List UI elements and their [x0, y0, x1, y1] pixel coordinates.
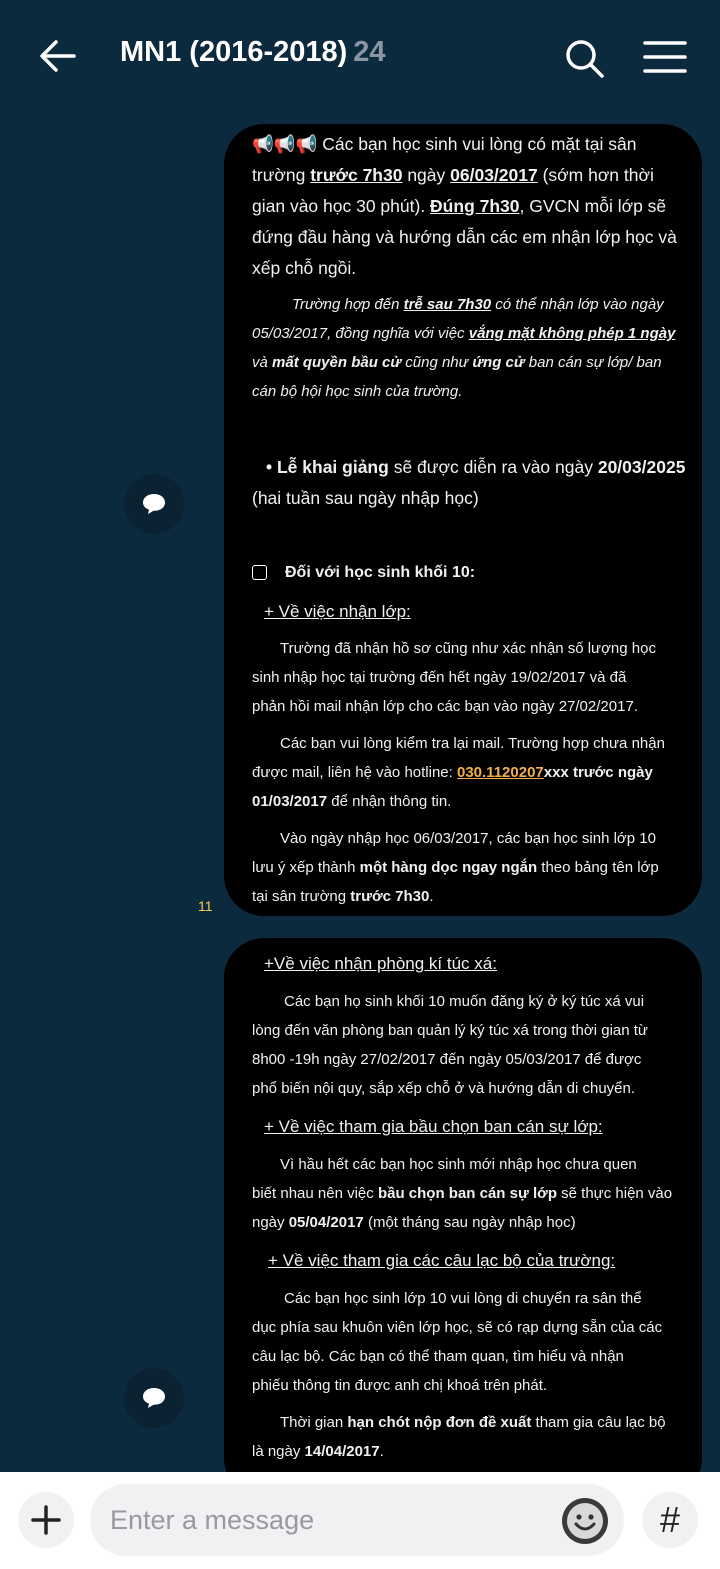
message-line: Thời gian hạn chót nộp đơn đề xuất tham gia câu lạc bộ — [280, 1414, 666, 1431]
message-line: Các bạn học sinh lớp 10 vui lòng di chuyển ra sân thể — [284, 1290, 642, 1307]
comment-button[interactable] — [124, 1368, 184, 1428]
message-line: trường trước 7h30 ngày 06/03/2017 (sớm hơn thời — [252, 165, 654, 185]
message-line: + Về việc nhận lớp: — [264, 602, 411, 621]
message-input[interactable] — [90, 1484, 624, 1556]
message-line: 📢📢📢 Các bạn học sinh vui lòng có mặt tại sân — [252, 134, 637, 154]
message-line: Các bạn họ sinh khối 10 muốn đăng ký ở ký túc xá vui — [284, 993, 645, 1010]
message-line: + Về việc tham gia bầu chọn ban cán sự lớp: — [264, 1117, 603, 1136]
message-line: dục phía sau khuôn viên lớp học, sẽ có rạp dựng sẵn của các — [252, 1319, 663, 1336]
message-bubble[interactable] — [224, 938, 702, 1498]
message-placeholder: Enter a message — [110, 1505, 315, 1535]
message-line: gian vào học 30 phút). Đúng 7h30, GVCN mỗi lớp sẽ — [252, 196, 667, 216]
attach-button[interactable] — [18, 1492, 74, 1548]
message-line: đứng đầu hàng và hướng dẫn các em nhận lớp học và — [252, 227, 677, 247]
message-line: phổ biến nội quy, sắp xếp chỗ ở và hướng dẫn di chuyển. — [252, 1080, 636, 1097]
message-bubble[interactable] — [224, 124, 702, 916]
message-line: 01/03/2017 để nhận thông tin. — [252, 793, 452, 810]
message-line: và mất quyền bầu cử cũng như ứng cử ban cán sự lớp/ ban — [252, 354, 662, 371]
group-name: MN1 (2016-2018) — [120, 36, 348, 68]
plus-icon — [18, 1492, 74, 1548]
back-button[interactable] — [36, 34, 80, 78]
message-line: lòng đến văn phòng ban quản lý ký túc xá trong thời gian từ — [252, 1022, 648, 1039]
emoji-button[interactable] — [562, 1498, 608, 1544]
read-count: 11 — [198, 898, 213, 914]
message-line: câu lạc bộ. Các bạn có thể tham quan, tìm hiểu và nhận — [252, 1348, 624, 1365]
search-icon — [562, 36, 606, 80]
message-line: sinh nhập học tại trường đến hết ngày 19/02/2017 và đã — [252, 669, 627, 686]
hotline-link[interactable]: 030.1120207 — [456, 764, 544, 781]
message-line: Các bạn vui lòng kiểm tra lại mail. Trường hợp chưa nhận — [280, 735, 665, 752]
message-line: Vào ngày nhập học 06/03/2017, các bạn học sinh lớp 10 — [280, 830, 656, 847]
comment-icon — [141, 492, 167, 516]
comment-icon — [141, 1386, 167, 1410]
chat-header — [0, 0, 720, 112]
message-line: phản hồi mail nhận lớp cho các bạn vào ngày 27/02/2017. — [252, 698, 638, 715]
message-line: xếp chỗ ngồi. — [252, 258, 357, 278]
hamburger-menu-icon — [642, 38, 688, 78]
message-line: tại sân trường trước 7h30. — [252, 888, 434, 905]
message-line: Trường hợp đến trễ sau 7h30 có thể nhận lớp vào ngày — [292, 296, 664, 313]
message-line: Vì hầu hết các bạn học sinh mới nhập học chưa quen — [280, 1156, 637, 1173]
checkbox-icon — [252, 565, 267, 580]
message-line: lưu ý xếp thành một hàng dọc ngay ngắn theo bảng tên lớp — [252, 859, 659, 876]
search-button[interactable] — [562, 36, 606, 80]
arrow-left-icon — [36, 34, 80, 78]
message-line: +Về việc nhận phòng kí túc xá: — [264, 954, 497, 973]
message-line: phiếu thông tin được anh chị khoá trên phát. — [252, 1377, 548, 1394]
message-line: 8h00 -19h ngày 27/02/2017 đến ngày 05/03/2017 để được — [252, 1051, 642, 1068]
message-line: 05/03/2017, đồng nghĩa với việc vắng mặt không phép 1 ngày — [252, 325, 676, 342]
message-line: • Lễ khai giảng sẽ được diễn ra vào ngày 20/03/2025 — [266, 457, 686, 477]
message-line: biết nhau nên việc bầu chọn ban cán sự lớp sẽ thực hiện vào — [252, 1185, 673, 1202]
message-line: Đối với học sinh khối 10: — [252, 564, 680, 582]
message-line: được mail, liên hệ vào hotline: 030.1120207xxx trước ngày — [252, 764, 653, 781]
message-line: + Về việc tham gia các câu lạc bộ của trường: — [268, 1251, 616, 1270]
message-line: Trường đã nhận hồ sơ cũng như xác nhận số lượng học — [280, 640, 656, 657]
message-line: ngày 05/04/2017 (một tháng sau ngày nhập học) — [252, 1214, 576, 1231]
message-input-bar — [0, 1472, 720, 1569]
comment-button[interactable] — [124, 474, 184, 534]
message-line: cán bộ hội học sinh của trường. — [252, 383, 463, 400]
emoji-icon — [562, 1498, 608, 1544]
chat-title[interactable] — [120, 36, 386, 69]
menu-button[interactable] — [642, 38, 688, 78]
message-line: (hai tuần sau ngày nhập học) — [252, 488, 479, 508]
member-count: 24 — [353, 36, 386, 68]
message-line: là ngày 14/04/2017. — [252, 1443, 384, 1460]
hashtag-button[interactable]: # — [642, 1492, 698, 1548]
